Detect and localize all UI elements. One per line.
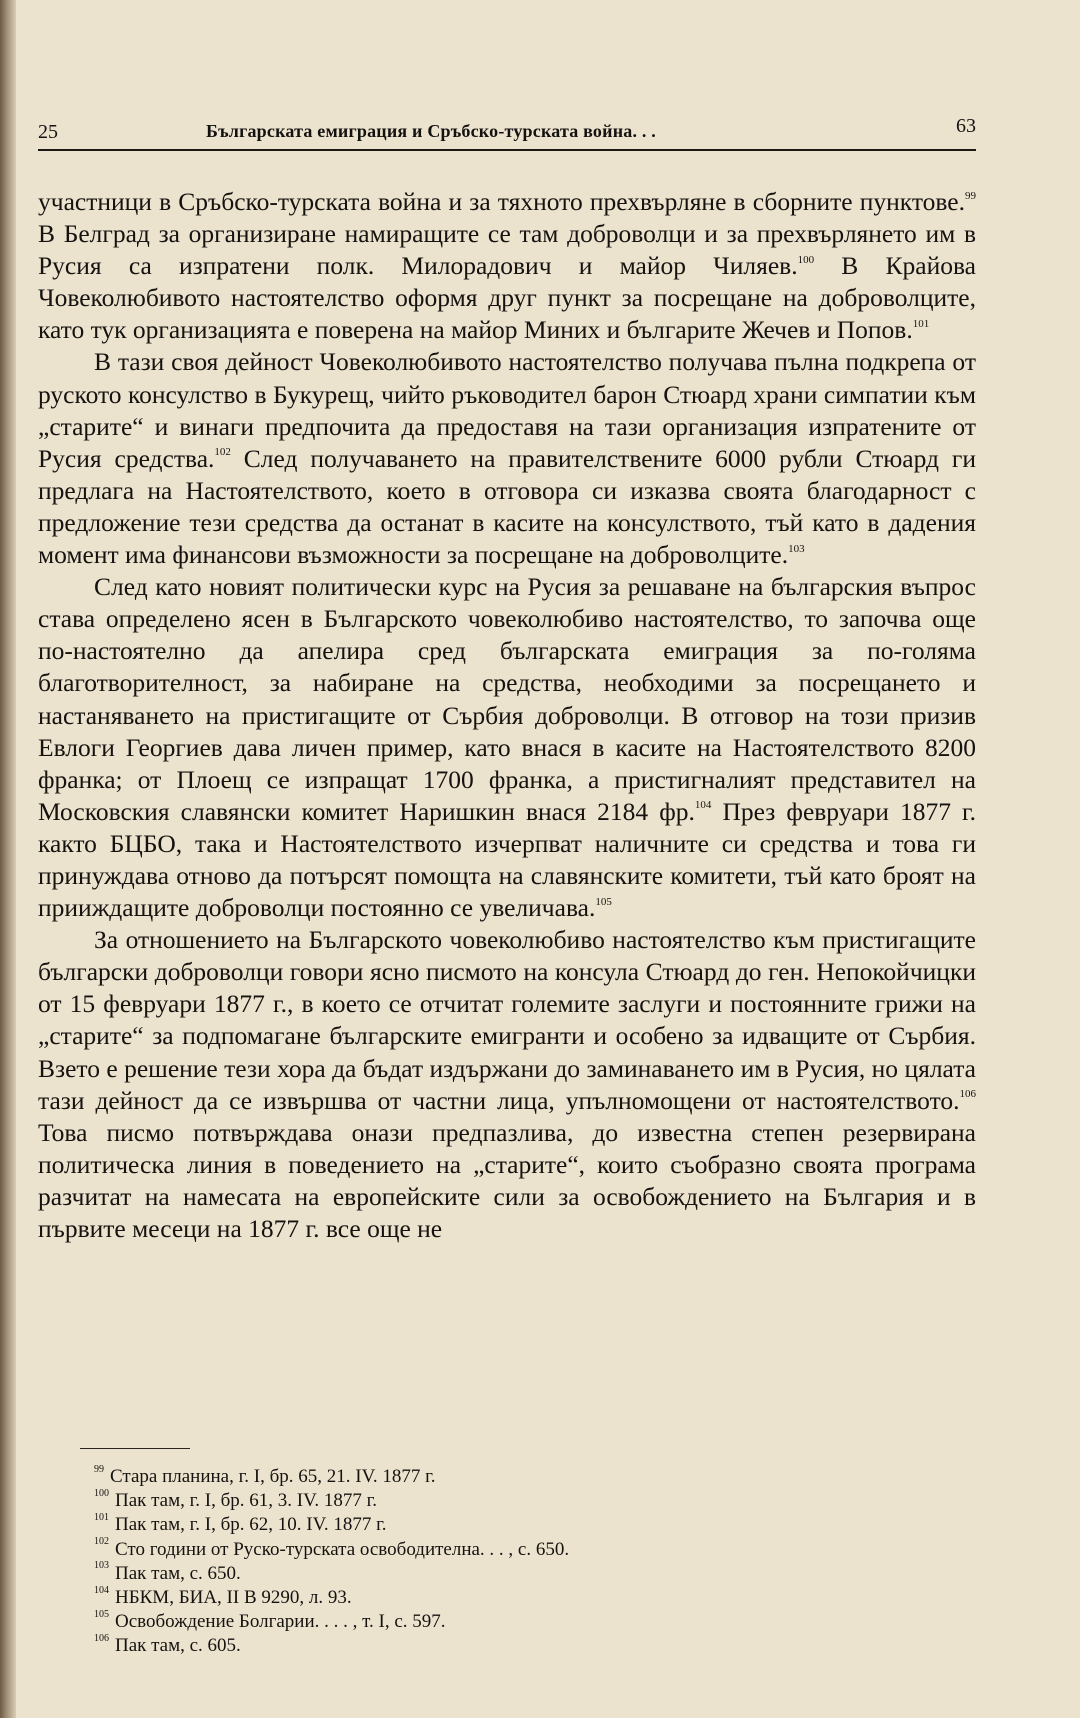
footnote-ref: 105 [595,895,612,908]
footnote-ref: 100 [797,253,815,266]
text-run: участници в Сръбско-турската война и за тяхното прехвърляне в сборните пунктове. [38,187,965,216]
main-text [38,186,976,1245]
footnote-text: Стара планина, г. I, бр. 65, 21. IV. 1877 г. [110,1466,436,1487]
footnote-number: 106 [94,1633,109,1645]
footnote-text: Пак там, с. 650. [115,1562,241,1584]
paragraph-4 [38,924,976,1245]
text-run: В тази своя дейност Човеколюбивото настоятелство получава пълна подкрепа от руското консулство в Букурещ, чийто ръководител барон Стюард храни симпатии към „старите“ и винаги предпочита да предоставя на тази организация изпратените от Русия средства. [38,347,976,473]
footnote-number: 104 [94,1584,109,1596]
footnote-ref: 99 [965,189,976,202]
text-run: За отношението на Българското човеколюбиво настоятелство към пристигащите български доброволци говори ясно писмото на консула Стюард до ген. Непокойчицки от 15 февруари 1877 г., в което се отчитат големите заслуги и постоянните грижи на „старите“ за подпомагане българските емигранти и особено за идващите от Сърбия. Взето е решение тези хора да бъдат издържани до заминаването им в Русия, но цялата тази дейност да се извършва от частни лица, упълномощени от настоятелството. [38,925,976,1115]
section-number: 25 [38,121,58,143]
paragraph-1 [38,186,976,346]
page-number: 63 [956,115,976,137]
footnote-text: Освобождение Болгарии. . . . , т. I, с. 597. [115,1611,446,1633]
footnotes [94,1465,974,1659]
footnote-rule [80,1448,190,1449]
footnote-text: Пак там, с. 605. [115,1635,241,1657]
text-run: След получаването на правителствените 6000 рубли Стюард ги предлага на Настоятелството, което в отговора си изказва своята благодарност с предложение тези средства да останат в касите на консулството, тъй като в дадения момент има финансови възможности за посрещане на доброволците. [38,443,976,570]
footnote-number: 101 [94,1512,109,1524]
footnote-number: 105 [94,1608,109,1620]
running-title: Българската емиграция и Сръбско-турската война. . . [206,121,656,141]
footnote-ref: 102 [214,446,231,459]
header-rule [38,149,976,151]
footnote-number: 103 [94,1560,109,1572]
footnote-text: Пак там, г. I, бр. 61, 3. IV. 1877 г. [115,1490,378,1512]
footnote-ref: 101 [912,317,930,330]
footnote-ref: 104 [694,799,712,812]
footnote [94,1465,974,1489]
footnote [94,1513,974,1537]
footnote [94,1634,974,1658]
text-run: През февруари 1877 г. както БЦБО, така и Настоятелството изчерпват наличните си средства и това ги принуждава отново да потърсят помощта на славянските комитети, тъй като броят на прииждащите доброволци постоянно се увеличава. [38,796,977,923]
text-run: След като новият политически курс на Русия за решаване на българския въпрос става определено ясен в Българското човеколюбиво настоятелство, то започва още по-настоятелно да апелира сред българската емиграция за по-голяма благотворителност, за набиране на средства, необходими за посрещането и настаняването на пристигащите от Сърбия доброволци. В отговор на този призив Евлоги Георгиев дава личен пример, като внася в касите на Настоятелството 8200 франка; от Плоещ се изпращат 1700 франка, а пристигналият представител на Московския славянски комитет Наришкин внася 2184 фр. [38,572,976,826]
footnote-ref: 106 [959,1088,976,1101]
footnote [94,1586,974,1610]
footnote-number: 100 [94,1487,109,1499]
footnote-text: Сто години от Руско-турската освободителна. . . , с. 650. [115,1538,570,1560]
footnote [94,1610,974,1634]
footnote-number: 99 [94,1463,104,1475]
footnote-number: 102 [94,1536,109,1548]
text-run: В Крайова Човеколюбивото настоятелство оформя друг пункт за посрещане на доброволците, като тук организацията е поверена на майор Миних и българите Жечев и Попов. [38,251,976,345]
text-run: В Белград за организиране намиращите се там доброволци и за прехвърлянето им в Русия са изпратени полк. Милорадович и майор Чиляев. [38,219,976,281]
footnote [94,1538,974,1562]
binding-shadow [0,0,16,1718]
footnote [94,1489,974,1513]
footnote [94,1562,974,1586]
paragraph-2 [38,346,976,571]
paragraph-3 [38,571,976,924]
footnote-text: НБКМ, БИА, II В 9290, л. 93. [115,1587,352,1609]
running-header [38,115,976,145]
footnote-text: Пак там, г. I, бр. 62, 10. IV. 1877 г. [115,1514,387,1536]
footnote-ref: 103 [788,542,805,555]
text-run: Това писмо потвърждава онази предпазлива, до известна степен резервирана политическа линия в поведението на „старите“, които съобразно своята програма разчитат на намесата на европейските сили за освобождението на България и в първите месеци на 1877 г. все още не [38,1117,976,1243]
